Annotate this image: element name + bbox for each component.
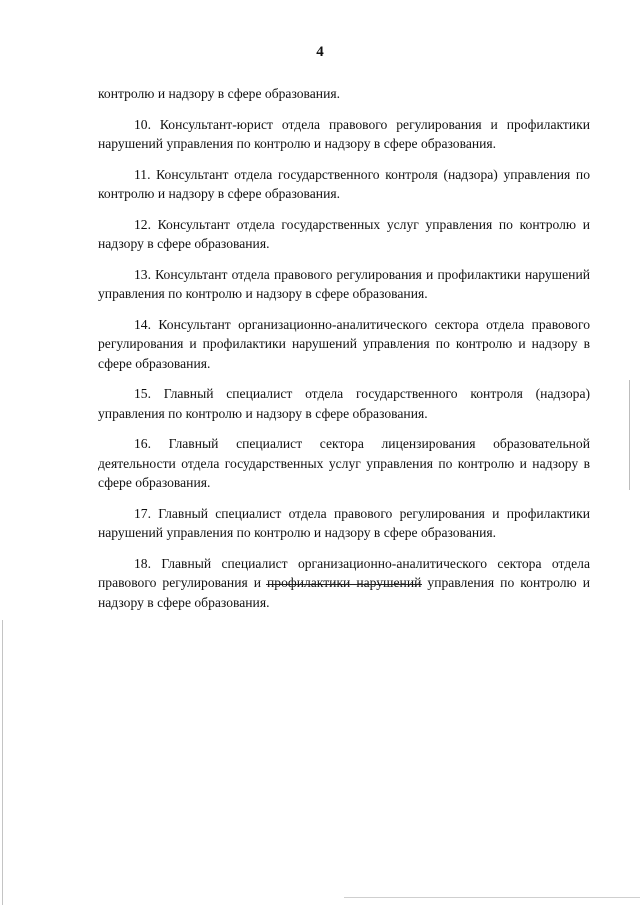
list-item-15: 15. Главный специалист отдела государственного контроля (надзора) управления по контролю и надзору в сфере образования. — [98, 386, 590, 421]
list-item-18: 18. Главный специалист организационно-аналитического сектора отдела правового регулирования и профилактики нарушений управления по контролю и надзору в сфере образования. — [98, 555, 590, 610]
scan-edge-line-bottom — [344, 897, 640, 898]
scan-edge-line-right — [629, 380, 630, 490]
paragraph-continuation: контролю и надзору в сфере образования. — [98, 86, 340, 101]
list-item-16: 16. Главный специалист сектора лицензирования образовательной деятельности отдела государственных услуг управления по контролю и надзору в сфере образования. — [98, 436, 590, 490]
list-item-14: 14. Консультант организационно-аналитического сектора отдела правового регулирования и профилактики нарушений управления по контролю и надзору в сфере образования. — [98, 316, 590, 371]
list-item-12: 12. Консультант отдела государственных услуг управления по контролю и надзору в сфере образования. — [98, 216, 590, 251]
closing-rule — [266, 584, 422, 585]
list-item-17: 17. Главный специалист отдела правового регулирования и профилактики нарушений управления по контролю и надзору в сфере образования. — [98, 505, 590, 540]
list-item-10: 10. Консультант-юрист отдела правового регулирования и профилактики нарушений управления по контролю и надзору в сфере образования. — [98, 116, 590, 151]
list-item-13: 13. Консультант отдела правового регулирования и профилактики нарушений управления по контролю и надзору в сфере образования. — [98, 266, 590, 301]
document-body — [98, 84, 590, 623]
list-item-11: 11. Консультант отдела государственного контроля (надзора) управления по контролю и надзору в сфере образования. — [98, 166, 590, 201]
page-number: 4 — [316, 44, 324, 60]
scan-edge-line-left — [2, 620, 3, 905]
